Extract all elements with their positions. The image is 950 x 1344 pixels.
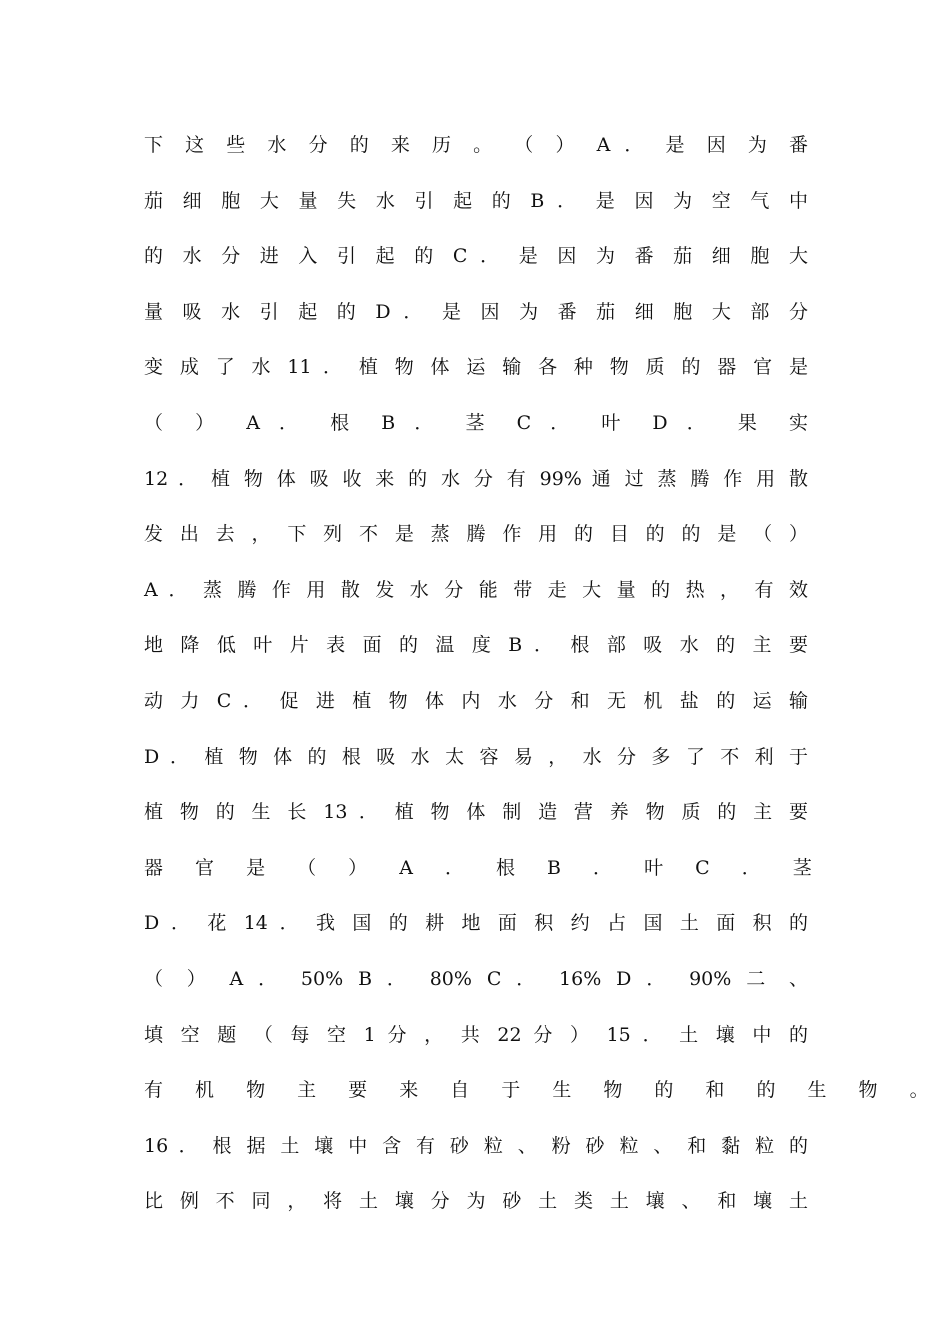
text-line-4: 量 吸 水 引 起 的 D ． 是 因 为 番 茄 细 胞 大 部 分: [144, 301, 808, 323]
text-line-20: 比 例 不 同 ， 将 土 壤 分 为 砂 土 类 土 壤 、 和 壤 土: [144, 1190, 808, 1212]
text-line-7: 12 ． 植 物 体 吸 收 来 的 水 分 有 99% 通 过 蒸 腾 作 用 散: [144, 468, 808, 490]
text-line-1: 下 这 些 水 分 的 来 历 。 （ ） A ． 是 因 为 番: [144, 134, 808, 156]
text-line-11: 动 力 C ． 促 进 植 物 体 内 水 分 和 无 机 盐 的 运 输: [144, 690, 808, 712]
text-line-9: A ． 蒸 腾 作 用 散 发 水 分 能 带 走 大 量 的 热 ， 有 效: [144, 579, 808, 601]
text-line-13: 植 物 的 生 长 13 ． 植 物 体 制 造 营 养 物 质 的 主 要: [144, 801, 808, 823]
text-line-19: 16 ． 根 据 土 壤 中 含 有 砂 粒 、 粉 砂 粒 、 和 黏 粒 的: [144, 1135, 808, 1157]
text-line-17: 填 空 题 （ 每 空 1 分 ， 共 22 分 ） 15 ． 土 壤 中 的: [144, 1024, 808, 1046]
text-line-10: 地 降 低 叶 片 表 面 的 温 度 B ． 根 部 吸 水 的 主 要: [144, 634, 808, 656]
text-line-6: （ ） A ． 根 B ． 茎 C ． 叶 D ． 果 实: [144, 412, 808, 434]
text-line-14: 器 官 是 （ ） A ． 根 B ． 叶 C ． 茎: [144, 857, 825, 879]
text-line-3: 的 水 分 进 入 引 起 的 C ． 是 因 为 番 茄 细 胞 大: [144, 245, 808, 267]
text-line-5: 变 成 了 水 11 ． 植 物 体 运 输 各 种 物 质 的 器 官 是: [144, 356, 808, 378]
text-line-12: D ． 植 物 体 的 根 吸 水 太 容 易 ， 水 分 多 了 不 利 于: [144, 746, 808, 768]
text-line-8: 发 出 去 ， 下 列 不 是 蒸 腾 作 用 的 目 的 的 是 （ ）: [144, 523, 808, 545]
text-line-2: 茄 细 胞 大 量 失 水 引 起 的 B ． 是 因 为 空 气 中: [144, 190, 808, 212]
text-line-16: （ ） A ． 50% B ． 80% C ． 16% D ． 90% 二 、: [144, 968, 808, 990]
text-line-15: D ． 花 14 ． 我 国 的 耕 地 面 积 约 占 国 土 面 积 的: [144, 912, 808, 934]
text-line-18: 有 机 物 主 要 来 自 于 生 物 的 和 的 生 物 。: [144, 1079, 942, 1101]
